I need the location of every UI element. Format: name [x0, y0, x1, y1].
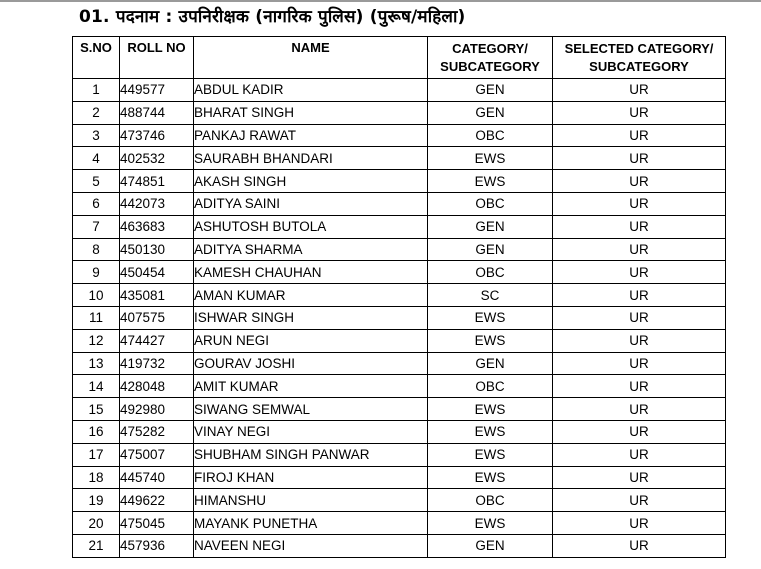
- table-row: [73, 420, 726, 443]
- table-row: [73, 489, 726, 512]
- cell-category: EWS: [428, 420, 553, 443]
- cell-roll-no: 450130: [120, 238, 194, 261]
- cell-sno: 1: [73, 79, 120, 102]
- cell-name: VINAY NEGI: [194, 420, 428, 443]
- cell-selected-category: UR: [553, 238, 726, 261]
- header-category-line2: SUBCATEGORY: [440, 58, 540, 74]
- cell-sno: 15: [73, 398, 120, 421]
- table-row: [73, 466, 726, 489]
- cell-selected-category: UR: [553, 192, 726, 215]
- header-category-line1: CATEGORY/: [452, 40, 528, 56]
- cell-selected-category: UR: [553, 352, 726, 375]
- header-selected-category: [553, 37, 726, 79]
- cell-category: GEN: [428, 238, 553, 261]
- cell-roll-no: 449622: [120, 489, 194, 512]
- cell-category: EWS: [428, 147, 553, 170]
- table-row: [73, 534, 726, 557]
- cell-roll-no: 475045: [120, 512, 194, 535]
- cell-name: AKASH SINGH: [194, 170, 428, 193]
- table-row: [73, 170, 726, 193]
- selection-results-table: [72, 36, 726, 558]
- cell-name: ISHWAR SINGH: [194, 306, 428, 329]
- table-header-row: [73, 37, 726, 79]
- cell-name: BHARAT SINGH: [194, 101, 428, 124]
- cell-selected-category: UR: [553, 420, 726, 443]
- cell-name: ASHUTOSH BUTOLA: [194, 215, 428, 238]
- cell-sno: 17: [73, 443, 120, 466]
- table-row: [73, 375, 726, 398]
- cell-selected-category: UR: [553, 170, 726, 193]
- cell-sno: 7: [73, 215, 120, 238]
- cell-roll-no: 449577: [120, 79, 194, 102]
- cell-sno: 10: [73, 284, 120, 307]
- table-row: [73, 238, 726, 261]
- cell-roll-no: 474851: [120, 170, 194, 193]
- cell-roll-no: 474427: [120, 329, 194, 352]
- cell-selected-category: UR: [553, 261, 726, 284]
- cell-sno: 16: [73, 420, 120, 443]
- cell-category: GEN: [428, 79, 553, 102]
- cell-roll-no: 473746: [120, 124, 194, 147]
- cell-category: EWS: [428, 398, 553, 421]
- table-row: [73, 124, 726, 147]
- cell-name: AMAN KUMAR: [194, 284, 428, 307]
- cell-sno: 20: [73, 512, 120, 535]
- cell-roll-no: 442073: [120, 192, 194, 215]
- cell-selected-category: UR: [553, 124, 726, 147]
- table-row: [73, 512, 726, 535]
- cell-category: OBC: [428, 261, 553, 284]
- cell-selected-category: UR: [553, 306, 726, 329]
- cell-category: OBC: [428, 489, 553, 512]
- cell-roll-no: 463683: [120, 215, 194, 238]
- cell-category: EWS: [428, 306, 553, 329]
- cell-roll-no: 419732: [120, 352, 194, 375]
- table-row: [73, 261, 726, 284]
- cell-name: SIWANG SEMWAL: [194, 398, 428, 421]
- cell-selected-category: UR: [553, 375, 726, 398]
- cell-name: FIROJ KHAN: [194, 466, 428, 489]
- cell-name: ABDUL KADIR: [194, 79, 428, 102]
- cell-roll-no: 475282: [120, 420, 194, 443]
- cell-sno: 6: [73, 192, 120, 215]
- cell-sno: 3: [73, 124, 120, 147]
- post-title: 01. पदनाम : उपनिरीक्षक (नागरिक पुलिस) (पुरूष/महिला): [79, 7, 466, 27]
- top-border-line: [0, 0, 761, 2]
- cell-selected-category: UR: [553, 147, 726, 170]
- cell-sno: 2: [73, 101, 120, 124]
- cell-category: EWS: [428, 466, 553, 489]
- table-row: [73, 192, 726, 215]
- cell-selected-category: UR: [553, 489, 726, 512]
- cell-sno: 21: [73, 534, 120, 557]
- cell-sno: 4: [73, 147, 120, 170]
- table-row: [73, 215, 726, 238]
- cell-category: GEN: [428, 352, 553, 375]
- header-selected-line2: SUBCATEGORY: [589, 58, 689, 74]
- cell-name: AMIT KUMAR: [194, 375, 428, 398]
- cell-roll-no: 450454: [120, 261, 194, 284]
- cell-sno: 12: [73, 329, 120, 352]
- cell-name: SAURABH BHANDARI: [194, 147, 428, 170]
- cell-selected-category: UR: [553, 398, 726, 421]
- table-row: [73, 284, 726, 307]
- cell-roll-no: 407575: [120, 306, 194, 329]
- cell-roll-no: 475007: [120, 443, 194, 466]
- cell-roll-no: 492980: [120, 398, 194, 421]
- header-sno: S.NO: [73, 37, 120, 79]
- cell-selected-category: UR: [553, 512, 726, 535]
- cell-sno: 9: [73, 261, 120, 284]
- cell-sno: 8: [73, 238, 120, 261]
- cell-sno: 18: [73, 466, 120, 489]
- cell-selected-category: UR: [553, 79, 726, 102]
- cell-name: GOURAV JOSHI: [194, 352, 428, 375]
- cell-selected-category: UR: [553, 534, 726, 557]
- table-row: [73, 101, 726, 124]
- table-row: [73, 352, 726, 375]
- cell-name: PANKAJ RAWAT: [194, 124, 428, 147]
- cell-sno: 11: [73, 306, 120, 329]
- table-row: [73, 443, 726, 466]
- cell-selected-category: UR: [553, 101, 726, 124]
- header-roll-no: ROLL NO: [120, 37, 194, 79]
- cell-name: MAYANK PUNETHA: [194, 512, 428, 535]
- cell-name: ADITYA SAINI: [194, 192, 428, 215]
- cell-sno: 19: [73, 489, 120, 512]
- cell-selected-category: UR: [553, 466, 726, 489]
- cell-name: ADITYA SHARMA: [194, 238, 428, 261]
- cell-category: EWS: [428, 170, 553, 193]
- cell-category: GEN: [428, 101, 553, 124]
- header-selected-line1: SELECTED CATEGORY/: [564, 40, 714, 56]
- cell-roll-no: 428048: [120, 375, 194, 398]
- cell-category: OBC: [428, 124, 553, 147]
- cell-roll-no: 402532: [120, 147, 194, 170]
- cell-category: GEN: [428, 215, 553, 238]
- table-row: [73, 306, 726, 329]
- cell-roll-no: 457936: [120, 534, 194, 557]
- cell-category: GEN: [428, 534, 553, 557]
- cell-name: SHUBHAM SINGH PANWAR: [194, 443, 428, 466]
- cell-roll-no: 488744: [120, 101, 194, 124]
- cell-roll-no: 435081: [120, 284, 194, 307]
- cell-selected-category: UR: [553, 284, 726, 307]
- table-row: [73, 147, 726, 170]
- cell-selected-category: UR: [553, 443, 726, 466]
- cell-category: OBC: [428, 192, 553, 215]
- cell-name: NAVEEN NEGI: [194, 534, 428, 557]
- cell-selected-category: UR: [553, 215, 726, 238]
- cell-selected-category: UR: [553, 329, 726, 352]
- cell-name: HIMANSHU: [194, 489, 428, 512]
- cell-category: EWS: [428, 512, 553, 535]
- cell-name: KAMESH CHAUHAN: [194, 261, 428, 284]
- cell-category: SC: [428, 284, 553, 307]
- cell-sno: 5: [73, 170, 120, 193]
- header-category: [428, 37, 553, 79]
- table-row: [73, 79, 726, 102]
- cell-roll-no: 445740: [120, 466, 194, 489]
- cell-category: EWS: [428, 443, 553, 466]
- cell-sno: 14: [73, 375, 120, 398]
- cell-name: ARUN NEGI: [194, 329, 428, 352]
- cell-category: OBC: [428, 375, 553, 398]
- cell-sno: 13: [73, 352, 120, 375]
- cell-category: EWS: [428, 329, 553, 352]
- table-row: [73, 398, 726, 421]
- table-row: [73, 329, 726, 352]
- header-name: NAME: [194, 37, 428, 79]
